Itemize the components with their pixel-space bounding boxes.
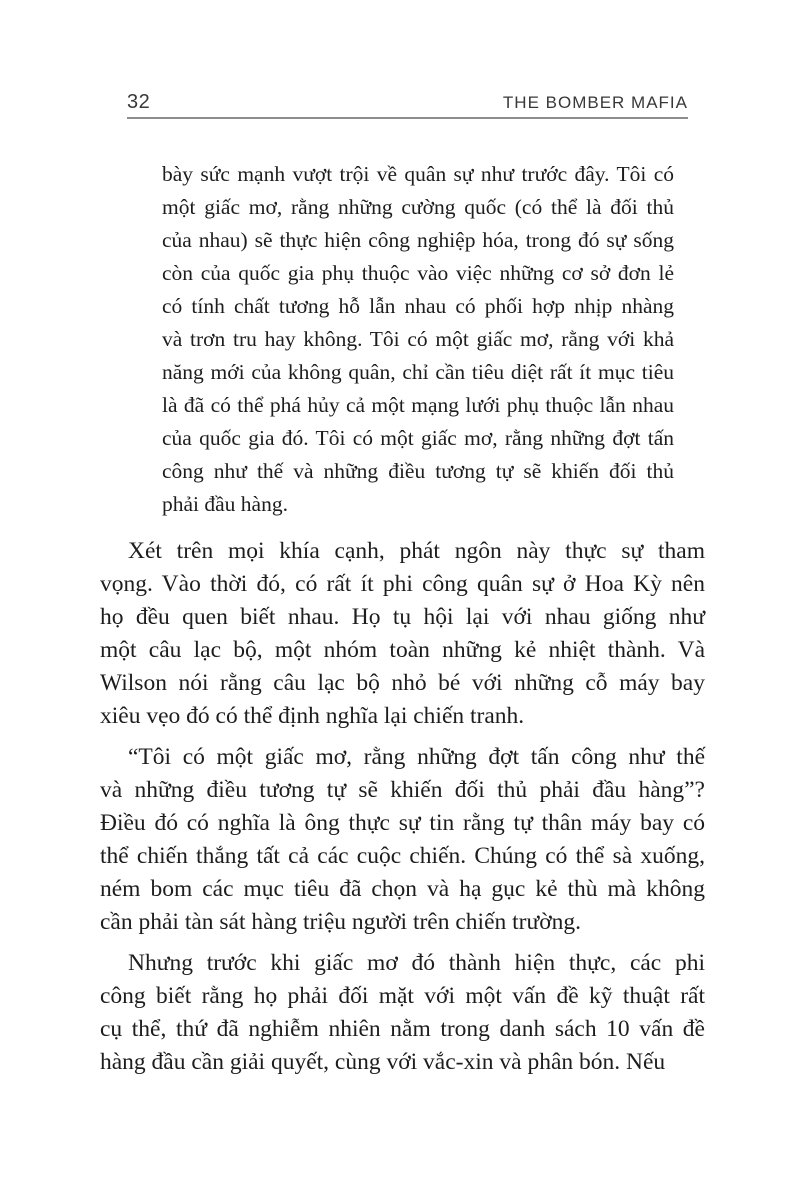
quote-line: còn của quốc gia phụ thuộc vào việc những cơ sở đơn lẻ (162, 261, 674, 285)
quote-line: năng mới của không quân, chỉ cần tiêu diệt rất ít mục tiêu (162, 360, 674, 384)
body-line: hàng đầu cần giải quyết, cùng với vắc-xin và phân bón. Nếu (100, 1049, 666, 1075)
body-line: vọng. Vào thời đó, có rất ít phi công quân sự ở Hoa Kỳ nên (100, 571, 705, 597)
quote-line: là đã có thể phá hủy cả một mạng lưới phụ thuộc lẫn nhau (162, 393, 674, 417)
body-line: một câu lạc bộ, một nhóm toàn những kẻ nhiệt thành. Và (100, 637, 705, 663)
paragraph (100, 741, 705, 939)
body-line: Nhưng trước khi giấc mơ đó thành hiện thực, các phi (128, 950, 705, 976)
quote-line: phải đầu hàng. (162, 492, 288, 516)
page-body (100, 158, 705, 1079)
block-quote (162, 158, 674, 521)
paragraph (100, 947, 705, 1079)
body-line: “Tôi có một giấc mơ, rằng những đợt tấn công như thế (128, 744, 705, 770)
body-line: họ đều quen biết nhau. Họ tụ hội lại với nhau giống như (100, 604, 705, 630)
quote-line: của quốc gia đó. Tôi có một giấc mơ, rằng những đợt tấn (162, 426, 674, 450)
body-line: Wilson nói rằng câu lạc bộ nhỏ bé với những cỗ máy bay (100, 670, 705, 696)
quote-line: một giấc mơ, rằng những cường quốc (có thể là đối thủ (162, 195, 674, 219)
quote-line: có tính chất tương hỗ lẫn nhau có phối hợp nhịp nhàng (162, 294, 674, 318)
quote-line: của nhau) sẽ thực hiện công nghiệp hóa, trong đó sự sống (162, 228, 674, 252)
running-title: THE BOMBER MAFIA (502, 93, 688, 112)
page-number: 32 (127, 91, 151, 113)
page-header (127, 92, 688, 119)
body-line: Điều đó có nghĩa là ông thực sự tin rằng tự thân máy bay có (100, 810, 705, 836)
body-line: thể chiến thắng tất cả các cuộc chiến. Chúng có thể sà xuống, (100, 843, 705, 869)
quote-line: công như thế và những điều tương tự sẽ khiến đối thủ (162, 459, 674, 483)
body-line: ném bom các mục tiêu đã chọn và hạ gục kẻ thù mà không (100, 876, 705, 902)
body-line: Xét trên mọi khía cạnh, phát ngôn này thực sự tham (128, 538, 705, 564)
quote-line: bày sức mạnh vượt trội về quân sự như trước đây. Tôi có (162, 162, 674, 186)
paragraph (100, 535, 705, 733)
body-line: xiêu vẹo đó có thể định nghĩa lại chiến tranh. (100, 703, 525, 729)
quote-line: và trơn tru hay không. Tôi có một giấc mơ, rằng với khả (162, 327, 674, 351)
body-line: và những điều tương tự sẽ khiến đối thủ phải đầu hàng”? (100, 777, 705, 803)
body-line: cụ thể, thứ đã nghiễm nhiên nằm trong danh sách 10 vấn đề (100, 1016, 705, 1042)
body-line: công biết rằng họ phải đối mặt với một vấn đề kỹ thuật rất (100, 983, 705, 1009)
body-line: cần phải tàn sát hàng triệu người trên chiến trường. (100, 909, 582, 935)
paragraphs (100, 535, 705, 1079)
